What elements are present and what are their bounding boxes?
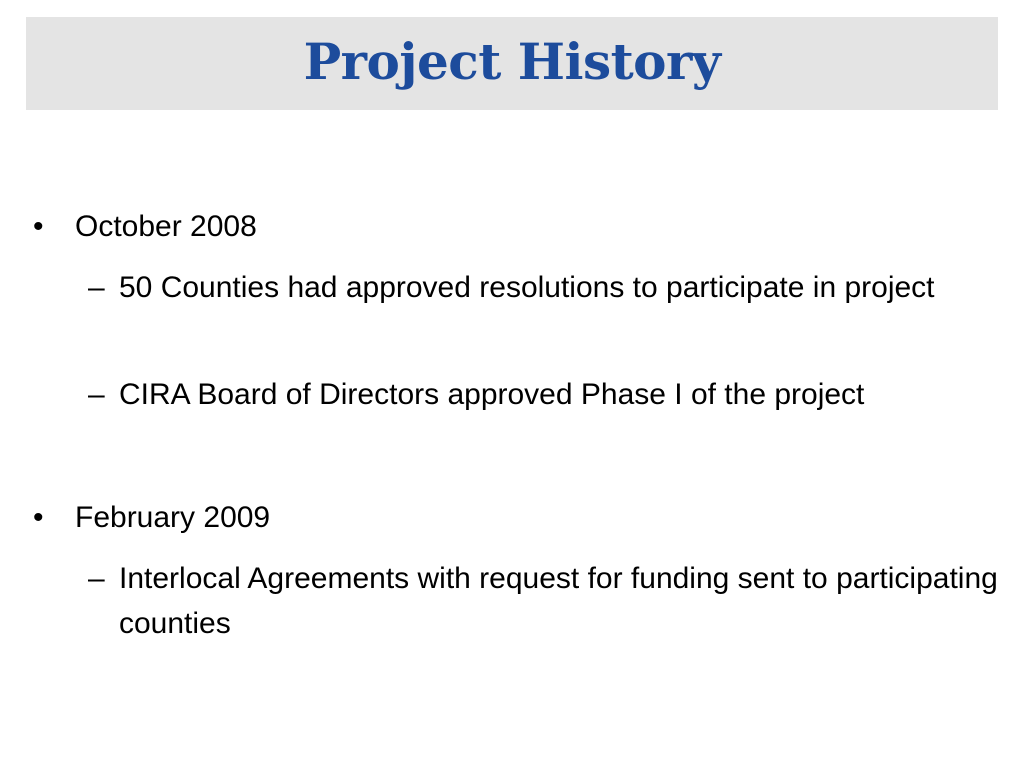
bullet-icon: •: [33, 210, 44, 243]
dash-icon: –: [88, 562, 105, 595]
bullet-heading-february-2009: February 2009: [75, 501, 271, 534]
sub-item-cira-board: CIRA Board of Directors approved Phase I of the project: [119, 378, 865, 411]
sub-item-counties-resolutions: 50 Counties had approved resolutions to participate in project: [119, 271, 935, 304]
slide-title: Project History: [303, 31, 721, 91]
bullet-icon: •: [33, 501, 44, 534]
bullet-heading-october-2008: October 2008: [75, 210, 257, 243]
sub-item-interlocal-agreements: Interlocal Agreements with request for funding sent to participating counties: [119, 562, 998, 640]
dash-icon: –: [88, 271, 105, 304]
dash-icon: –: [88, 378, 105, 411]
